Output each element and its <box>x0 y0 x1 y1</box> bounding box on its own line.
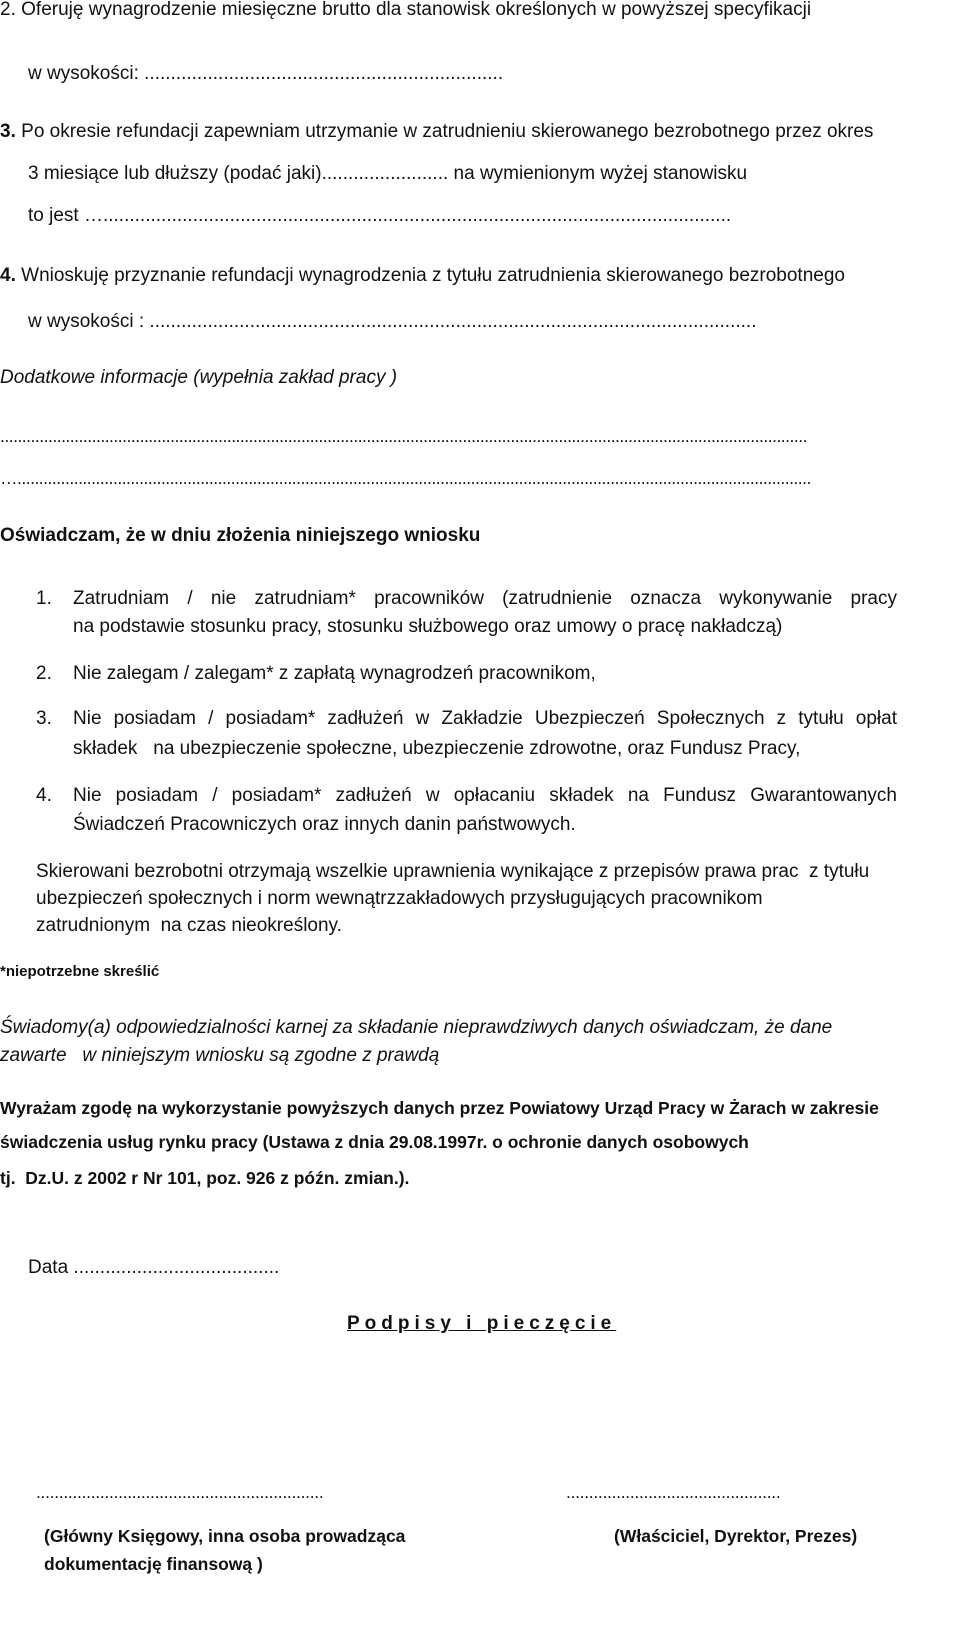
rights-line-2: ubezpieczeń społecznych i norm wewnątrzzakładowych przysługujących pracownikom <box>36 888 763 909</box>
signature-dots-left: ............................................................... <box>36 1482 324 1502</box>
declaration-item-2-line-1: Nie zalegam / zalegam* z zapłatą wynagrodzeń pracownikom, <box>73 663 596 684</box>
date-field: Data ....................................... <box>28 1257 280 1278</box>
declaration-item-1-number: 1. <box>36 588 52 609</box>
signature-left-caption-2: dokumentację finansową ) <box>44 1554 263 1574</box>
rights-line-3: zatrudnionym na czas nieokreślony. <box>36 915 342 936</box>
declaration-item-3-line-2: składek na ubezpieczenie społeczne, ubezpieczenie zdrowotne, oraz Fundusz Pracy, <box>73 738 801 759</box>
consent-line-3: tj. Dz.U. z 2002 r Nr 101, poz. 926 z późn. zmian.). <box>0 1168 410 1188</box>
additional-info-heading: Dodatkowe informacje (wypełnia zakład pracy ) <box>0 367 398 388</box>
consent-line-2: świadczenia usług rynku pracy (Ustawa z dnia 29.08.1997r. o ochronie danych osobowych <box>0 1132 749 1152</box>
declaration-heading: Oświadczam, że w dniu złożenia niniejszego wniosku <box>0 525 481 546</box>
additional-info-dots-1: ......................................................................................................................................................................................... <box>0 426 807 446</box>
signature-title: Podpisy i pieczęcie <box>347 1313 617 1334</box>
awareness-line-1: Świadomy(a) odpowiedzialności karnej za składanie nieprawdziwych danych oświadczam, że dane <box>0 1017 833 1038</box>
section-2-text: Oferuję wynagrodzenie miesięczne brutto dla stanowisk określonych w powyższej specyfikacji <box>21 0 812 20</box>
signature-dots-right: ............................................... <box>566 1482 781 1502</box>
signature-left-caption-1: (Główny Księgowy, inna osoba prowadząca <box>44 1526 406 1546</box>
declaration-item-1-line-1: Zatrudniam / nie zatrudniam* pracowników (zatrudnienie oznacza wykonywanie pracy <box>73 588 897 609</box>
section-3-line-1 <box>0 120 873 144</box>
footnote: *niepotrzebne skreślić <box>0 963 160 980</box>
section-4-number: 4. <box>0 265 16 286</box>
section-2-line-1 <box>0 0 811 22</box>
declaration-item-4-line-2: Świadczeń Pracowniczych oraz innych danin państwowych. <box>73 814 576 835</box>
section-3-text: Po okresie refundacji zapewniam utrzymanie w zatrudnieniu skierowanego bezrobotnego przez okres <box>21 121 874 142</box>
awareness-line-2: zawarte w niniejszym wniosku są zgodne z prawdą <box>0 1045 440 1066</box>
additional-info-dots-2: …...................................................................................................................................................................................... <box>0 468 811 488</box>
declaration-item-4-number: 4. <box>36 785 52 806</box>
section-4-line-1 <box>0 264 845 288</box>
section-2-number: 2. <box>0 0 16 20</box>
rights-line-1: Skierowani bezrobotni otrzymają wszelkie uprawnienia wynikające z przepisów prawa prac z tytułu <box>36 861 870 882</box>
section-3-line-3: to jest …....................................................................................................................... <box>28 205 732 226</box>
signature-right-caption: (Właściciel, Dyrektor, Prezes) <box>614 1526 858 1546</box>
section-4-text: Wnioskuję przyznanie refundacji wynagrodzenia z tytułu zatrudnienia skierowanego bezrobotnego <box>21 265 845 286</box>
section-2-line-2: w wysokości: .................................................................... <box>28 63 504 84</box>
declaration-item-1-line-2: na podstawie stosunku pracy, stosunku służbowego oraz umowy o pracę nakładczą) <box>73 616 783 637</box>
section-4-line-2: w wysokości : ................................................................................................................... <box>28 311 757 332</box>
section-3-number: 3. <box>0 121 16 142</box>
declaration-item-3-number: 3. <box>36 708 52 729</box>
declaration-item-3-line-1: Nie posiadam / posiadam* zadłużeń w Zakładzie Ubezpieczeń Społecznych z tytułu opłat <box>73 708 897 729</box>
section-3-line-2: 3 miesiące lub dłuższy (podać jaki)........................ na wymienionym wyżej stanowisku <box>28 163 748 184</box>
declaration-item-2-number: 2. <box>36 663 52 684</box>
declaration-item-4-line-1: Nie posiadam / posiadam* zadłużeń w opłacaniu składek na Fundusz Gwarantowanych <box>73 785 897 806</box>
consent-line-1: Wyrażam zgodę na wykorzystanie powyższych danych przez Powiatowy Urząd Pracy w Żarach w zakresie <box>0 1098 879 1118</box>
